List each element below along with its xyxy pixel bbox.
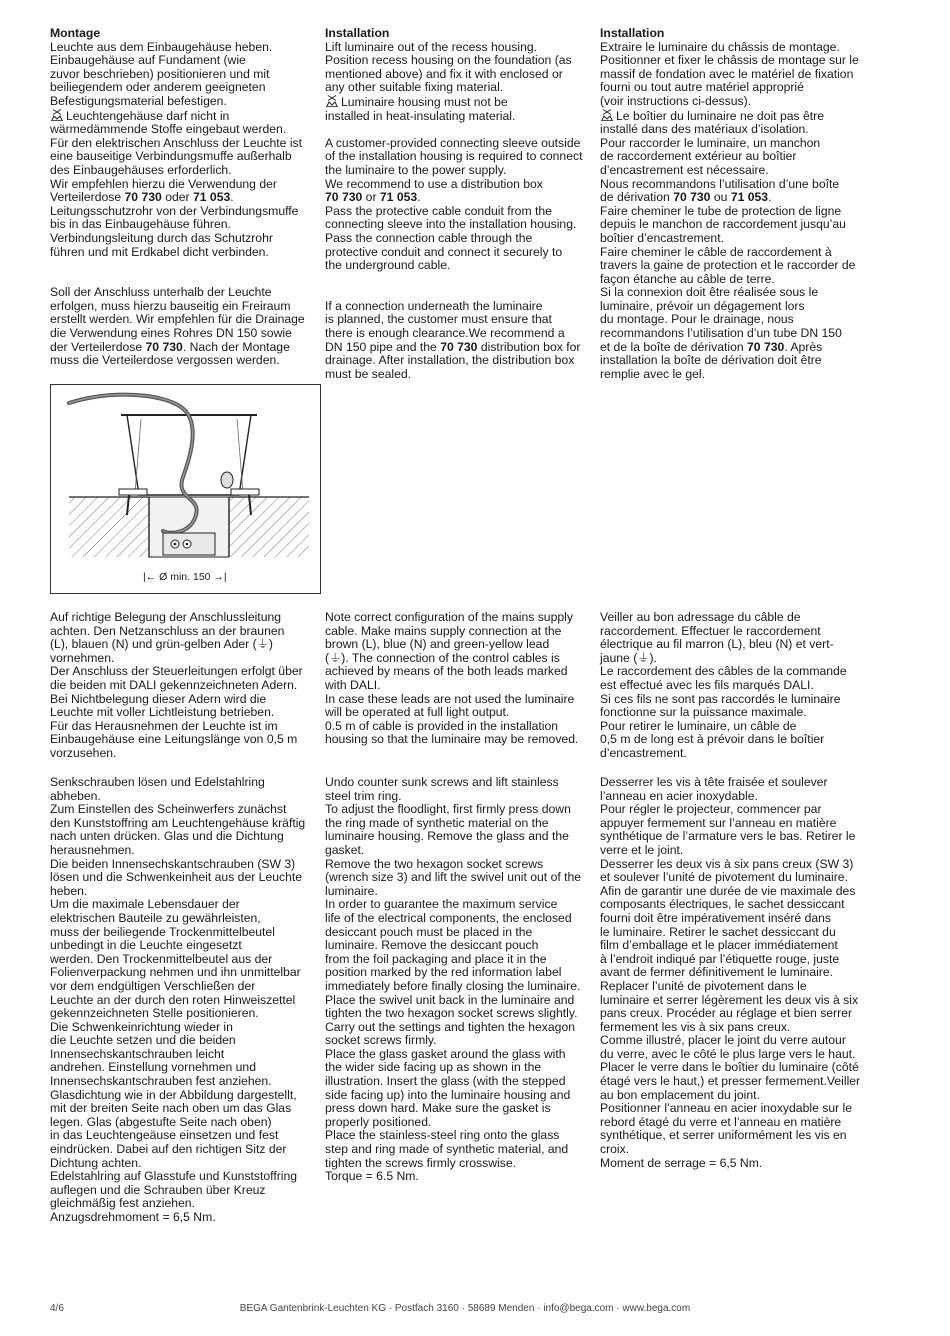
text-line: vornehmen.: [50, 650, 115, 665]
text-fragment: . Nach der Montage: [182, 339, 290, 354]
text-line: elektrischen Bauteile zu gewährleisten,: [50, 910, 261, 925]
text-line: verre et le joint.: [600, 842, 684, 857]
text-line: (voir instructions ci-dessus).: [600, 93, 752, 108]
text-line: Si ces fils ne sont pas raccordés le luminaire: [600, 691, 841, 706]
text-line: tighten the two hexagon socket screws slightly.: [325, 1006, 578, 1021]
text-line: brown (L), blue (N) and green-yellow lead: [325, 637, 550, 652]
text-line: Leuchtengehäuse darf nicht in: [66, 108, 230, 123]
text-line: auflegen und die Schrauben über Kreuz: [50, 1182, 266, 1197]
text-line: [325, 191, 587, 205]
text-line: Replacer l’unité de pivotement dans le: [600, 978, 807, 993]
text-line: rebord étagé du verre et l’anneau en matière: [600, 1114, 842, 1129]
text-line: wärmedämmende Stoffe eingebaut werden.: [50, 122, 287, 137]
text-line: Remove the two hexagon socket screws: [325, 856, 544, 871]
text-line: die Leuchte setzen und die beiden: [50, 1033, 236, 1048]
page-number: 4/6: [50, 1303, 64, 1314]
text-line: Bei Nichtbelegung dieser Adern wird die: [50, 691, 267, 706]
text-line: massif de fondation avec le matériel de fixation: [600, 66, 854, 81]
text-line: le luminaire. Retirer le sachet dessiccant du: [600, 924, 836, 939]
warning-heat-icon: [50, 109, 64, 121]
text-line: Positionner l’anneau en acier inoxydable sur le: [600, 1101, 853, 1116]
text-line: Folienverpackung nehmen und ihn unmittelbar: [50, 965, 301, 980]
text-line: Leuchte an der durch den roten Hinweiszettel: [50, 992, 296, 1007]
text-line: In case these leads are not used the luminaire: [325, 691, 575, 706]
text-line: film d’emballage et le placer immédiatement: [600, 938, 838, 953]
text-line: [600, 341, 862, 355]
text-line: recommandons l’utilisation d’un tube DN 150: [600, 326, 842, 341]
text-line: Veiller au bon adressage du câble de: [600, 610, 801, 624]
text-line: housing so that the luminaire may be removed.: [325, 732, 579, 747]
text-line: is planned, the customer must ensure that: [325, 312, 552, 327]
text-line: Afin de garantir une durée de vie maximale des: [600, 883, 856, 898]
text-line: synthétique, et serrer uniformément les vis en: [600, 1128, 847, 1143]
text-line: au bon emplacement du joint.: [600, 1087, 760, 1102]
text-line: Note correct configuration of the mains supply: [325, 610, 573, 624]
text-line: luminaire. Remove the desiccant pouch: [325, 938, 539, 953]
text-line: appuyer fermement sur l’anneau en matière: [600, 815, 837, 830]
text-line: erfolgen, muss hierzu bauseitig ein Freiraum: [50, 298, 291, 313]
diameter-label: |← Ø min. 150 →|: [143, 571, 227, 583]
text-line: achieved by means of the both leads marked: [325, 664, 568, 679]
text-line: werden. Den Trockenmittelbeutel aus der: [50, 951, 273, 966]
article-number: 70 730: [673, 190, 711, 205]
text-fragment: der Verteilerdose: [50, 339, 146, 354]
text-line: vor dem endgültigen Verschließen der: [50, 978, 256, 993]
distribution-box: [163, 533, 215, 555]
installation-illustration: [51, 385, 320, 593]
text-line: travers la gaine de protection et le raccorder de: [600, 258, 856, 273]
text-line: (L), blauen (N) und grün-gelben Ader (⏚): [50, 637, 273, 652]
text-line: the ring made of synthetic material on the: [325, 815, 549, 830]
text-fragment: Luminaire housing must not be: [341, 94, 508, 109]
article-number: 70 730: [747, 339, 785, 354]
text-line: In order to guarantee the maximum service: [325, 897, 558, 912]
text-line: pans creux. Procéder au réglage et bien serrer: [600, 1006, 853, 1021]
ground-left: [69, 497, 149, 557]
text-fragment: distribution box for: [477, 339, 581, 354]
text-line: remplie avec le gel.: [600, 366, 705, 381]
text-line: est effectué avec les fils marqués DALI.: [600, 677, 814, 692]
text-line: Einbaugehäuse eine Leitungslänge von 0,5 m: [50, 732, 298, 747]
text-line: Soll der Anschluss unterhalb der Leuchte: [50, 285, 272, 300]
text-line: Lift luminaire out of the recess housing.: [325, 39, 538, 54]
text-line: properly positioned.: [325, 1114, 432, 1129]
text-line: 0.5 m of cable is provided in the installation: [325, 718, 559, 733]
text-line: Desserrer les deux vis à six pans creux (SW 3): [600, 856, 854, 871]
text-line: the underground cable.: [325, 258, 451, 273]
text-line: Auf richtige Belegung der Anschlussleitung: [50, 610, 282, 624]
de-heading: Montage: [50, 26, 101, 40]
text-line: Leitungsschutzrohr von der Verbindungsmuffe: [50, 203, 299, 218]
text-line: in das Leuchtengeäuse einsetzen und fest: [50, 1128, 279, 1143]
text-line: Verbindungsleitung durch das Schutzrohr: [50, 230, 273, 245]
text-line: step and ring made of synthetic material, and: [325, 1142, 569, 1157]
text-line: et soulever l’unité de pivotement du luminaire.: [600, 870, 848, 885]
text-line: immediately before finally closing the luminaire.: [325, 978, 581, 993]
text-line: the luminaire to the power supply.: [325, 162, 507, 177]
text-line: muss die Verteilerdose vergossen werden.: [50, 353, 280, 368]
fr-adjustment-section: [600, 776, 862, 1170]
text-line: with DALI.: [325, 677, 381, 692]
article-number: 70 730: [145, 339, 183, 354]
text-line: To adjust the floodlight, first firmly press down: [325, 802, 571, 817]
text-line: Um die maximale Lebensdauer der: [50, 897, 240, 912]
text-fragment: .: [417, 190, 421, 205]
article-number: 70 730: [325, 190, 363, 205]
text-line: Befestigungsmaterial befestigen.: [50, 93, 227, 108]
text-line: Einbaugehäuse auf Fundament (wie: [50, 53, 246, 68]
text-fragment: .: [768, 190, 772, 205]
text-line: Nous recommandons l’utilisation d’une boîte: [600, 176, 840, 191]
text-line: (wrench size 3) and lift the swivel unit out of the: [325, 870, 582, 885]
text-line: des Einbaugehäuses erforderlich.: [50, 162, 232, 177]
text-line: die Verwendung eines Rohres DN 150 sowie: [50, 326, 292, 341]
text-line: installed in heat-insulating material.: [325, 108, 516, 123]
en-installation-section: [325, 27, 587, 381]
text-line: Dichtung achten.: [50, 1155, 142, 1170]
text-line: Wir empfehlen hierzu die Verwendung der: [50, 176, 277, 191]
text-line: raccordement. Effectuer le raccordement: [600, 623, 821, 638]
de-connection-section: [50, 611, 312, 761]
text-line: A customer-provided connecting sleeve outside: [325, 135, 581, 150]
text-line: socket screws firmly.: [325, 1033, 437, 1048]
text-line: herausnehmen.: [50, 842, 135, 857]
text-line: [50, 109, 312, 124]
text-line: Leuchte aus dem Einbaugehäuse heben.: [50, 39, 273, 54]
text-line: fonctionne sur la puissance maximale.: [600, 705, 807, 720]
text-line: Senkschrauben lösen und Edelstahlring: [50, 775, 265, 789]
text-line: die beiden mit DALI gekennzeichneten Adern.: [50, 677, 298, 692]
de-adjustment-section: [50, 776, 312, 1225]
text-line: side facing up) into the luminaire housing and: [325, 1087, 571, 1102]
text-line: If a connection underneath the luminaire: [325, 298, 543, 313]
text-fragment: et de la boîte de dérivation: [600, 339, 748, 354]
text-fragment: . Après: [784, 339, 823, 354]
article-number: 70 730: [124, 190, 162, 205]
text-line: cable. Make mains supply connection at the: [325, 623, 562, 638]
text-line: Innensechskantschrauben fest anziehen.: [50, 1074, 272, 1089]
article-number: 71 053: [730, 190, 769, 205]
text-line: eine bauseitige Verbindungsmuffe außerhalb: [50, 149, 292, 164]
text-line: l’anneau en acier inoxydable.: [600, 788, 758, 803]
text-line: desiccant pouch must be placed in the: [325, 924, 533, 939]
text-line: Moment de serrage = 6,5 Nm.: [600, 1155, 763, 1170]
article-number: 71 053: [192, 190, 231, 205]
text-line: Position recess housing on the foundation (as: [325, 53, 572, 68]
text-line: fourni ou tout autre matériel approprié: [600, 80, 804, 95]
text-line: depuis le manchon de raccordement jusqu’au: [600, 217, 846, 232]
text-line: Für das Herausnehmen der Leuchte ist im: [50, 718, 278, 733]
text-line: Pass the protective cable conduit from the: [325, 203, 552, 218]
text-line: luminaire et serrer légèrement les deux vis à six: [600, 992, 859, 1007]
text-line: façon étanche au câble de terre.: [600, 271, 775, 286]
text-line: steel trim ring.: [325, 788, 402, 803]
text-line: protective conduit and connect it securely to: [325, 244, 563, 259]
text-line: Si la connexion doit être réalisée sous le: [600, 285, 819, 300]
text-line: [50, 341, 312, 355]
text-line: den Kunststoffring am Leuchtengehäuse kräftig: [50, 815, 306, 830]
text-line: [50, 191, 312, 205]
text-fragment: Le boîtier du luminaire ne doit pas être: [616, 108, 824, 123]
text-line: Zum Einstellen des Scheinwerfers zunächst: [50, 802, 287, 817]
text-line: luminaire, prévoir un dégagement lors: [600, 298, 805, 313]
fr-connection-section: [600, 611, 862, 761]
text-line: synthétique de l’armature vers le bas. Retirer le: [600, 829, 856, 844]
text-line: gleichmäßig fest anziehen.: [50, 1196, 195, 1211]
text-line: beiliegendem oder anderem geeigneten: [50, 80, 266, 95]
text-line: there is enough clearance.We recommend a: [325, 326, 565, 341]
text-line: [600, 191, 862, 205]
text-line: avant de fermer définitivement le luminaire.: [600, 965, 834, 980]
text-line: électrique au fil marron (L), bleu (N) et vert-: [600, 637, 834, 652]
text-line: Pass the connection cable through the: [325, 230, 533, 245]
text-line: connecting sleeve into the installation housing.: [325, 217, 577, 232]
de-installation-section: [50, 27, 312, 368]
text-line: Place the swivel unit back in the luminaire and: [325, 992, 575, 1007]
text-line: gekennzeichneten Stelle positionieren.: [50, 1006, 259, 1021]
text-fragment: DN 150 pipe and the: [325, 339, 441, 354]
text-line: life of the electrical components, the enclosed: [325, 910, 572, 925]
text-line: will be operated at full light output.: [325, 705, 510, 720]
text-line: Anzugsdrehmoment = 6,5 Nm.: [50, 1210, 216, 1224]
article-number: 71 053: [379, 190, 418, 205]
text-line: Pour régler le projecteur, commencer par: [600, 802, 822, 817]
text-line: Comme illustré, placer le joint du verre autour: [600, 1033, 846, 1048]
en-adjustment-section: [325, 776, 587, 1184]
text-line: Extraire le luminaire du châssis de montage.: [600, 39, 840, 54]
text-line: fourni doit être impérativement inséré dans: [600, 910, 832, 925]
text-line: of the installation housing is required to connect: [325, 149, 583, 164]
text-line: vorzusehen.: [50, 745, 117, 760]
text-line: du verre, avec le côté le plus large vers le haut.: [600, 1046, 856, 1061]
text-line: Undo counter sunk screws and lift stainless: [325, 775, 559, 789]
text-line: tighten the screws firmly crosswise.: [325, 1155, 516, 1170]
text-line: We recommend to use a distribution box: [325, 176, 543, 191]
text-line: Der Anschluss der Steuerleitungen erfolgt über: [50, 664, 303, 679]
text-line: d’encastrement est nécessaire.: [600, 162, 769, 177]
footer-address: BEGA Gantenbrink-Leuchten KG · Postfach 3160 · 58689 Menden · info@bega.com · www.bega.com: [239, 1303, 691, 1314]
text-line: 0,5 m de long est à prévoir dans le boîtier: [600, 732, 825, 747]
text-line: press down hard. Make sure the gasket is: [325, 1101, 551, 1116]
text-line: Die beiden Innensechskantschrauben (SW 3): [50, 856, 296, 871]
text-line: mit der breiten Seite nach oben um das Glas: [50, 1101, 292, 1116]
text-line: étagé vers le haut,) et presser fermement.Veiller: [600, 1074, 861, 1089]
text-line: croix.: [600, 1142, 630, 1157]
text-line: Faire cheminer le câble de raccordement à: [600, 244, 832, 259]
text-line: du montage. Pour le drainage, nous: [600, 312, 794, 327]
text-line: Desserrer les vis à tête fraisée et soulever: [600, 775, 828, 789]
text-line: de raccordement extérieur au boîtier: [600, 149, 797, 164]
text-line: à l’endroit indiqué par l’étiquette rouge, juste: [600, 951, 840, 966]
text-line: gasket.: [325, 842, 365, 857]
text-line: andrehen. Einstellung vornehmen und: [50, 1060, 256, 1075]
text-fragment: or: [362, 190, 380, 205]
text-line: führen und mit Erdkabel dicht verbinden.: [50, 244, 269, 259]
text-line: Pour raccorder le luminaire, un manchon: [600, 135, 821, 150]
text-line: Leuchte mit voller Lichtleistung betrieben.: [50, 705, 275, 720]
text-line: heben.: [50, 883, 88, 898]
text-line: zuvor beschrieben) positionieren und mit: [50, 66, 270, 81]
text-line: [325, 341, 587, 355]
text-line: any other suitable fixing material.: [325, 80, 504, 95]
text-line: d’encastrement.: [600, 745, 687, 760]
text-line: luminaire.: [325, 883, 378, 898]
text-line: (⏚). The connection of the control cables is: [325, 650, 560, 665]
text-line: installation la boîte de dérivation doit être: [600, 353, 822, 368]
text-line: installé dans des matériaux d’isolation.: [600, 122, 809, 137]
text-line: must be sealed.: [325, 366, 412, 381]
text-line: [325, 95, 587, 110]
text-line: from the foil packaging and place it in the: [325, 951, 547, 966]
text-line: Place the stainless-steel ring onto the glass: [325, 1128, 560, 1143]
en-connection-section: [325, 611, 587, 747]
text-line: Positionner et fixer le châssis de montage sur le: [600, 53, 859, 68]
text-fragment: Verteilerdose: [50, 190, 125, 205]
text-line: legen. Glas (abgestufte Seite nach oben): [50, 1114, 272, 1129]
text-fragment: ou: [710, 190, 731, 205]
text-line: Pour retirer le luminaire, un câble de: [600, 718, 797, 733]
article-number: 70 730: [440, 339, 478, 354]
text-line: position marked by the red information label: [325, 965, 562, 980]
text-line: composants électriques, le sachet dessiccant: [600, 897, 845, 912]
text-line: Die Schwenkeinrichtung wieder in: [50, 1019, 233, 1034]
text-line: achten. Den Netzanschluss an der braunen: [50, 623, 285, 638]
text-line: abheben.: [50, 788, 101, 803]
text-line: illustration. Insert the glass (with the stepped: [325, 1074, 566, 1089]
text-line: fermement les vis à six pans creux.: [600, 1019, 791, 1034]
text-line: Carry out the settings and tighten the hexagon: [325, 1019, 576, 1034]
text-line: Place the glass gasket around the glass with: [325, 1046, 566, 1061]
text-line: eindrücken. Dabei auf den richtigen Sitz der: [50, 1142, 287, 1157]
text-line: Für den elektrischen Anschluss der Leuchte ist: [50, 135, 303, 150]
text-line: mentioned above) and fix it with enclosed or: [325, 66, 563, 81]
text-line: luminaire housing. Remove the glass and the: [325, 829, 569, 844]
text-line: nach unten drücken. Glas und die Dichtung: [50, 829, 284, 844]
text-line: Torque = 6.5 Nm.: [325, 1169, 419, 1184]
fr-heading: Installation: [600, 26, 665, 40]
warning-heat-icon: [325, 95, 339, 107]
text-line: boîtier d’encastrement.: [600, 230, 724, 245]
text-line: Placer le verre dans le boîtier du luminaire (côté: [600, 1060, 859, 1075]
text-fragment: .: [230, 190, 234, 205]
text-line: Edelstahlring auf Glasstufe und Kunststoffring: [50, 1169, 298, 1184]
installation-diagram: [50, 384, 321, 594]
en-heading: Installation: [325, 26, 390, 40]
text-line: erstellt werden. Wir empfehlen für die Drainage: [50, 312, 305, 327]
text-line: Glasdichtung wie in der Abbildung dargestellt,: [50, 1087, 297, 1102]
ground-right: [229, 497, 309, 557]
text-line: Faire cheminer le tube de protection de ligne: [600, 203, 842, 218]
text-line: Innensechskantschrauben leicht: [50, 1046, 225, 1061]
text-line: Le raccordement des câbles de la commande: [600, 664, 847, 679]
fr-installation-section: [600, 27, 862, 381]
text-line: the wider side facing up as shown in the: [325, 1060, 542, 1075]
text-line: unbedingt in die Leuchte eingesetzt: [50, 938, 242, 953]
text-line: lösen und die Schwenkeinheit aus der Leuchte: [50, 870, 303, 885]
text-line: bis in das Einbaugehäuse führen.: [50, 217, 231, 232]
text-line: [600, 109, 862, 124]
text-line: muss der beiliegende Trockenmittelbeutel: [50, 924, 275, 939]
text-fragment: oder: [161, 190, 193, 205]
text-fragment: de dérivation: [600, 190, 674, 205]
warning-heat-icon: [600, 109, 614, 121]
text-line: drainage. After installation, the distribution box: [325, 353, 575, 368]
text-line: jaune (⏚).: [600, 650, 657, 665]
